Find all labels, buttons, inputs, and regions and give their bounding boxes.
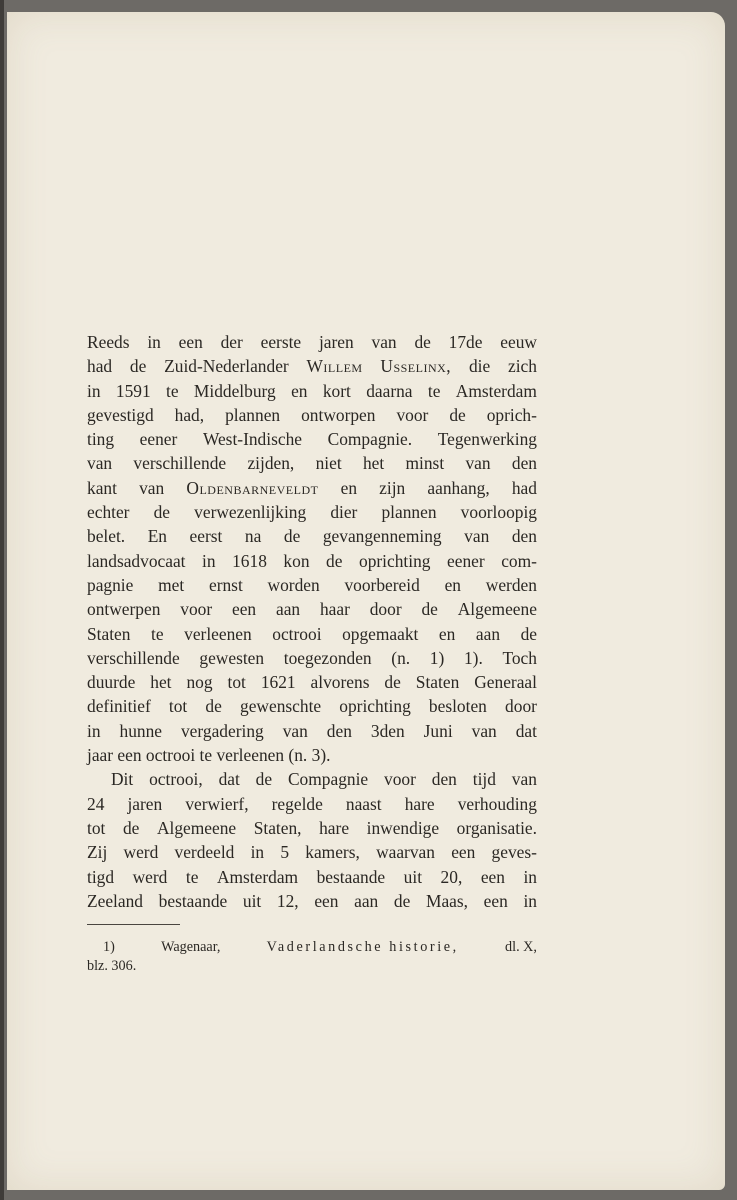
word: opgemaakt — [342, 623, 419, 644]
word: aanhang, — [427, 477, 490, 498]
word: hare — [404, 793, 435, 814]
word: de — [153, 502, 171, 523]
word: verschillende — [133, 453, 227, 474]
word: regelde — [271, 793, 323, 814]
word: een — [231, 599, 257, 620]
word: daarna — [366, 380, 413, 401]
word: van — [282, 720, 308, 741]
footnote-reference: 1). — [463, 647, 483, 668]
text-line — [87, 403, 537, 427]
word: aan — [275, 599, 301, 620]
word: Staten — [87, 623, 131, 644]
word: de — [205, 696, 222, 717]
word: hunne — [119, 720, 163, 741]
word: van — [87, 453, 113, 474]
word: eener — [447, 550, 485, 571]
word: tigd — [87, 866, 115, 887]
text-line — [87, 646, 537, 670]
text-line — [87, 597, 537, 621]
footnote-title: Vaderlandsche historie, — [266, 939, 459, 955]
word: 1621 — [260, 672, 296, 693]
word: had, — [174, 404, 205, 425]
word: der — [220, 332, 243, 352]
word: te — [166, 380, 179, 401]
word: 1591 — [115, 380, 151, 401]
text-line — [87, 622, 537, 646]
text-line — [87, 792, 537, 816]
word: gevestigd — [87, 404, 154, 425]
word: Amsterdam — [216, 866, 299, 887]
word: verwezenlijking — [194, 502, 307, 523]
word: Staten, — [253, 817, 302, 838]
word: jaren — [318, 332, 354, 352]
text-line — [87, 524, 537, 548]
word: voor — [396, 404, 429, 425]
word: en — [340, 477, 358, 498]
word: kamers, — [305, 842, 360, 863]
word: tijd — [472, 769, 496, 790]
word: geves- — [491, 842, 537, 863]
word: door — [369, 599, 402, 620]
text-line — [87, 549, 537, 573]
word: voor — [384, 769, 416, 790]
text-line — [87, 573, 537, 597]
word: echter — [87, 502, 130, 523]
text-line — [87, 354, 537, 378]
word: verschillende — [87, 647, 180, 668]
word: haar — [319, 599, 350, 620]
word: van — [371, 332, 397, 352]
word: com- — [501, 550, 537, 571]
word: 5 — [280, 842, 290, 863]
word: 1618 — [232, 550, 267, 571]
word: bestaande — [316, 866, 386, 887]
text-line — [87, 330, 537, 354]
word: oprich- — [486, 404, 537, 425]
footnote — [87, 938, 537, 976]
word: te — [185, 866, 199, 887]
word: Zij — [87, 842, 108, 863]
text-line — [87, 451, 537, 475]
footnote-marker: 1) — [103, 939, 115, 955]
word: En — [147, 526, 168, 547]
word: plannen — [225, 404, 281, 425]
word: oprichting — [359, 550, 431, 571]
footnote-author: Wagenaar, — [161, 939, 221, 955]
word: in — [250, 842, 265, 863]
word: (n. — [391, 647, 411, 668]
text-line — [87, 500, 537, 524]
word: gewesten — [199, 647, 265, 668]
word: kort — [322, 380, 351, 401]
word: Algemeene — [457, 599, 537, 620]
word: naast — [345, 793, 382, 814]
word: een — [451, 842, 476, 863]
word: eeuw — [500, 332, 537, 352]
word: tot — [168, 696, 188, 717]
word: een — [178, 332, 203, 352]
word: toegezonden — [283, 647, 372, 668]
word: Compagnie — [287, 769, 369, 790]
word: en — [444, 574, 461, 595]
word: van — [511, 769, 537, 790]
person-name: Oldenbarneveldt — [186, 477, 319, 498]
word: octrooi — [145, 745, 196, 766]
text-line — [87, 379, 537, 403]
word: een — [314, 890, 339, 911]
text-line — [87, 427, 537, 451]
word: Algemeene — [156, 817, 237, 838]
word: werden — [485, 574, 537, 595]
person-name: Usselinx, — [380, 356, 452, 377]
word: in — [87, 380, 101, 401]
word: 3). — [311, 745, 331, 766]
text-line — [87, 767, 537, 791]
word: Compagnie. — [327, 429, 413, 450]
word: met — [158, 574, 185, 595]
word: in — [523, 866, 537, 887]
word: bestaande — [158, 890, 228, 911]
word: in — [202, 550, 216, 571]
word: uit — [403, 866, 423, 887]
word: den — [511, 453, 537, 474]
word: Reeds — [87, 332, 130, 352]
word: de — [326, 550, 343, 571]
text-line — [87, 743, 537, 767]
word: door — [505, 696, 537, 717]
footnote-line — [87, 957, 537, 976]
word: dat — [218, 769, 240, 790]
word: pagnie — [87, 574, 134, 595]
word: had — [511, 477, 537, 498]
word: een — [117, 745, 142, 766]
word: niet — [315, 453, 342, 474]
word: een — [480, 866, 505, 887]
word: eerste — [260, 332, 302, 352]
word: den — [326, 720, 352, 741]
word: belet. — [87, 526, 126, 547]
word: de — [283, 526, 301, 547]
footnote-rule — [87, 924, 180, 925]
word: ting — [87, 429, 115, 450]
word: hare — [319, 817, 350, 838]
body-text — [87, 330, 537, 913]
word: te — [199, 745, 213, 766]
word: zijden, — [247, 453, 295, 474]
word: in — [147, 332, 161, 352]
footnote-page: blz. 306. — [87, 958, 137, 974]
word: tot — [87, 817, 106, 838]
word: 1) — [429, 647, 445, 668]
word: 3den — [370, 720, 405, 741]
text-line — [87, 476, 537, 500]
word: jaren — [127, 793, 163, 814]
word: den — [511, 526, 537, 547]
word: en — [438, 623, 456, 644]
word: werd — [132, 866, 168, 887]
word: octrooi, — [149, 769, 203, 790]
word: West-Indische — [202, 429, 302, 450]
scan-edge — [0, 0, 4, 1200]
word: eerst — [189, 526, 223, 547]
word: het — [150, 672, 172, 693]
footnote-volume: dl. X, — [505, 939, 537, 955]
word: 12, — [276, 890, 299, 911]
word: aan — [354, 890, 379, 911]
word: den — [431, 769, 457, 790]
word: de — [129, 356, 147, 377]
word: kant — [87, 477, 117, 498]
word: dier — [330, 502, 358, 523]
word: Maas, — [425, 890, 469, 911]
word: organisatie. — [456, 817, 537, 838]
word: de — [384, 672, 401, 693]
word: de — [122, 817, 140, 838]
word: verdeeld — [174, 842, 235, 863]
word: van — [471, 720, 497, 741]
word: ernst — [208, 574, 243, 595]
text-line — [87, 694, 537, 718]
word: jaar — [87, 745, 114, 766]
word: Middelburg — [193, 380, 276, 401]
text-line — [87, 840, 537, 864]
word: voorbereid — [344, 574, 420, 595]
footnote-line — [103, 938, 537, 957]
word: zijn — [379, 477, 406, 498]
word: (n. — [288, 745, 308, 766]
word: ontworpen — [301, 404, 376, 425]
text-line — [87, 889, 537, 913]
word: ontwerpen — [87, 599, 161, 620]
word: de — [421, 599, 438, 620]
word: plannen — [381, 502, 437, 523]
word: gevangenneming — [322, 526, 442, 547]
word: voor — [180, 599, 213, 620]
word: het — [362, 453, 385, 474]
word: verleenen — [184, 623, 252, 644]
word: te — [427, 380, 441, 401]
word: tot — [227, 672, 246, 693]
word: nog — [186, 672, 213, 693]
word: oprichting — [339, 696, 411, 717]
word: duurde — [87, 672, 136, 693]
word: verwierf, — [185, 793, 249, 814]
word: van — [465, 453, 491, 474]
word: verleenen — [216, 745, 285, 766]
word: Amsterdam — [455, 380, 537, 401]
word: waarvan — [376, 842, 435, 863]
word: Juni — [423, 720, 453, 741]
word: de — [255, 769, 273, 790]
word: Tegenwerking — [437, 429, 537, 450]
text-line — [87, 816, 537, 840]
word: de — [414, 332, 431, 352]
word: octrooi — [272, 623, 322, 644]
word: definitief — [87, 696, 151, 717]
word: worden — [267, 574, 320, 595]
word: in — [87, 720, 101, 741]
word: alvorens — [310, 672, 370, 693]
word: Dit — [111, 769, 134, 790]
word: verhouding — [457, 793, 537, 814]
word: de — [449, 404, 466, 425]
word: Zeeland — [87, 890, 144, 911]
word: landsadvocaat — [87, 550, 186, 571]
word: de — [393, 890, 411, 911]
word: van — [139, 477, 165, 498]
word: te — [151, 623, 164, 644]
word: dat — [515, 720, 537, 741]
word: een — [483, 890, 508, 911]
word: kon — [283, 550, 310, 571]
word: eener — [139, 429, 178, 450]
word: werd — [123, 842, 159, 863]
word: gewenschte — [240, 696, 322, 717]
word: in — [523, 890, 537, 911]
person-name: Willem — [306, 356, 363, 377]
word: vergadering — [180, 720, 264, 741]
word: Zuid-Nederlander — [164, 356, 289, 377]
word: die — [468, 356, 491, 377]
word: van — [464, 526, 490, 547]
word: 20, — [440, 866, 463, 887]
word: had — [87, 356, 113, 377]
word: 17de — [448, 332, 483, 352]
word: aan — [475, 623, 501, 644]
text-line — [87, 719, 537, 743]
word: en — [291, 380, 308, 401]
word: Staten — [415, 672, 460, 693]
word: Toch — [502, 647, 537, 668]
word: inwendige — [366, 817, 440, 838]
word: de — [520, 623, 537, 644]
word: minst — [405, 453, 445, 474]
text-line — [87, 670, 537, 694]
word: zich — [507, 356, 537, 377]
word: uit — [242, 890, 262, 911]
word: voorloopig — [460, 502, 537, 523]
word: Generaal — [474, 672, 537, 693]
text-line — [87, 865, 537, 889]
word: na — [244, 526, 262, 547]
word: besloten — [428, 696, 487, 717]
word: 24 — [87, 793, 105, 814]
